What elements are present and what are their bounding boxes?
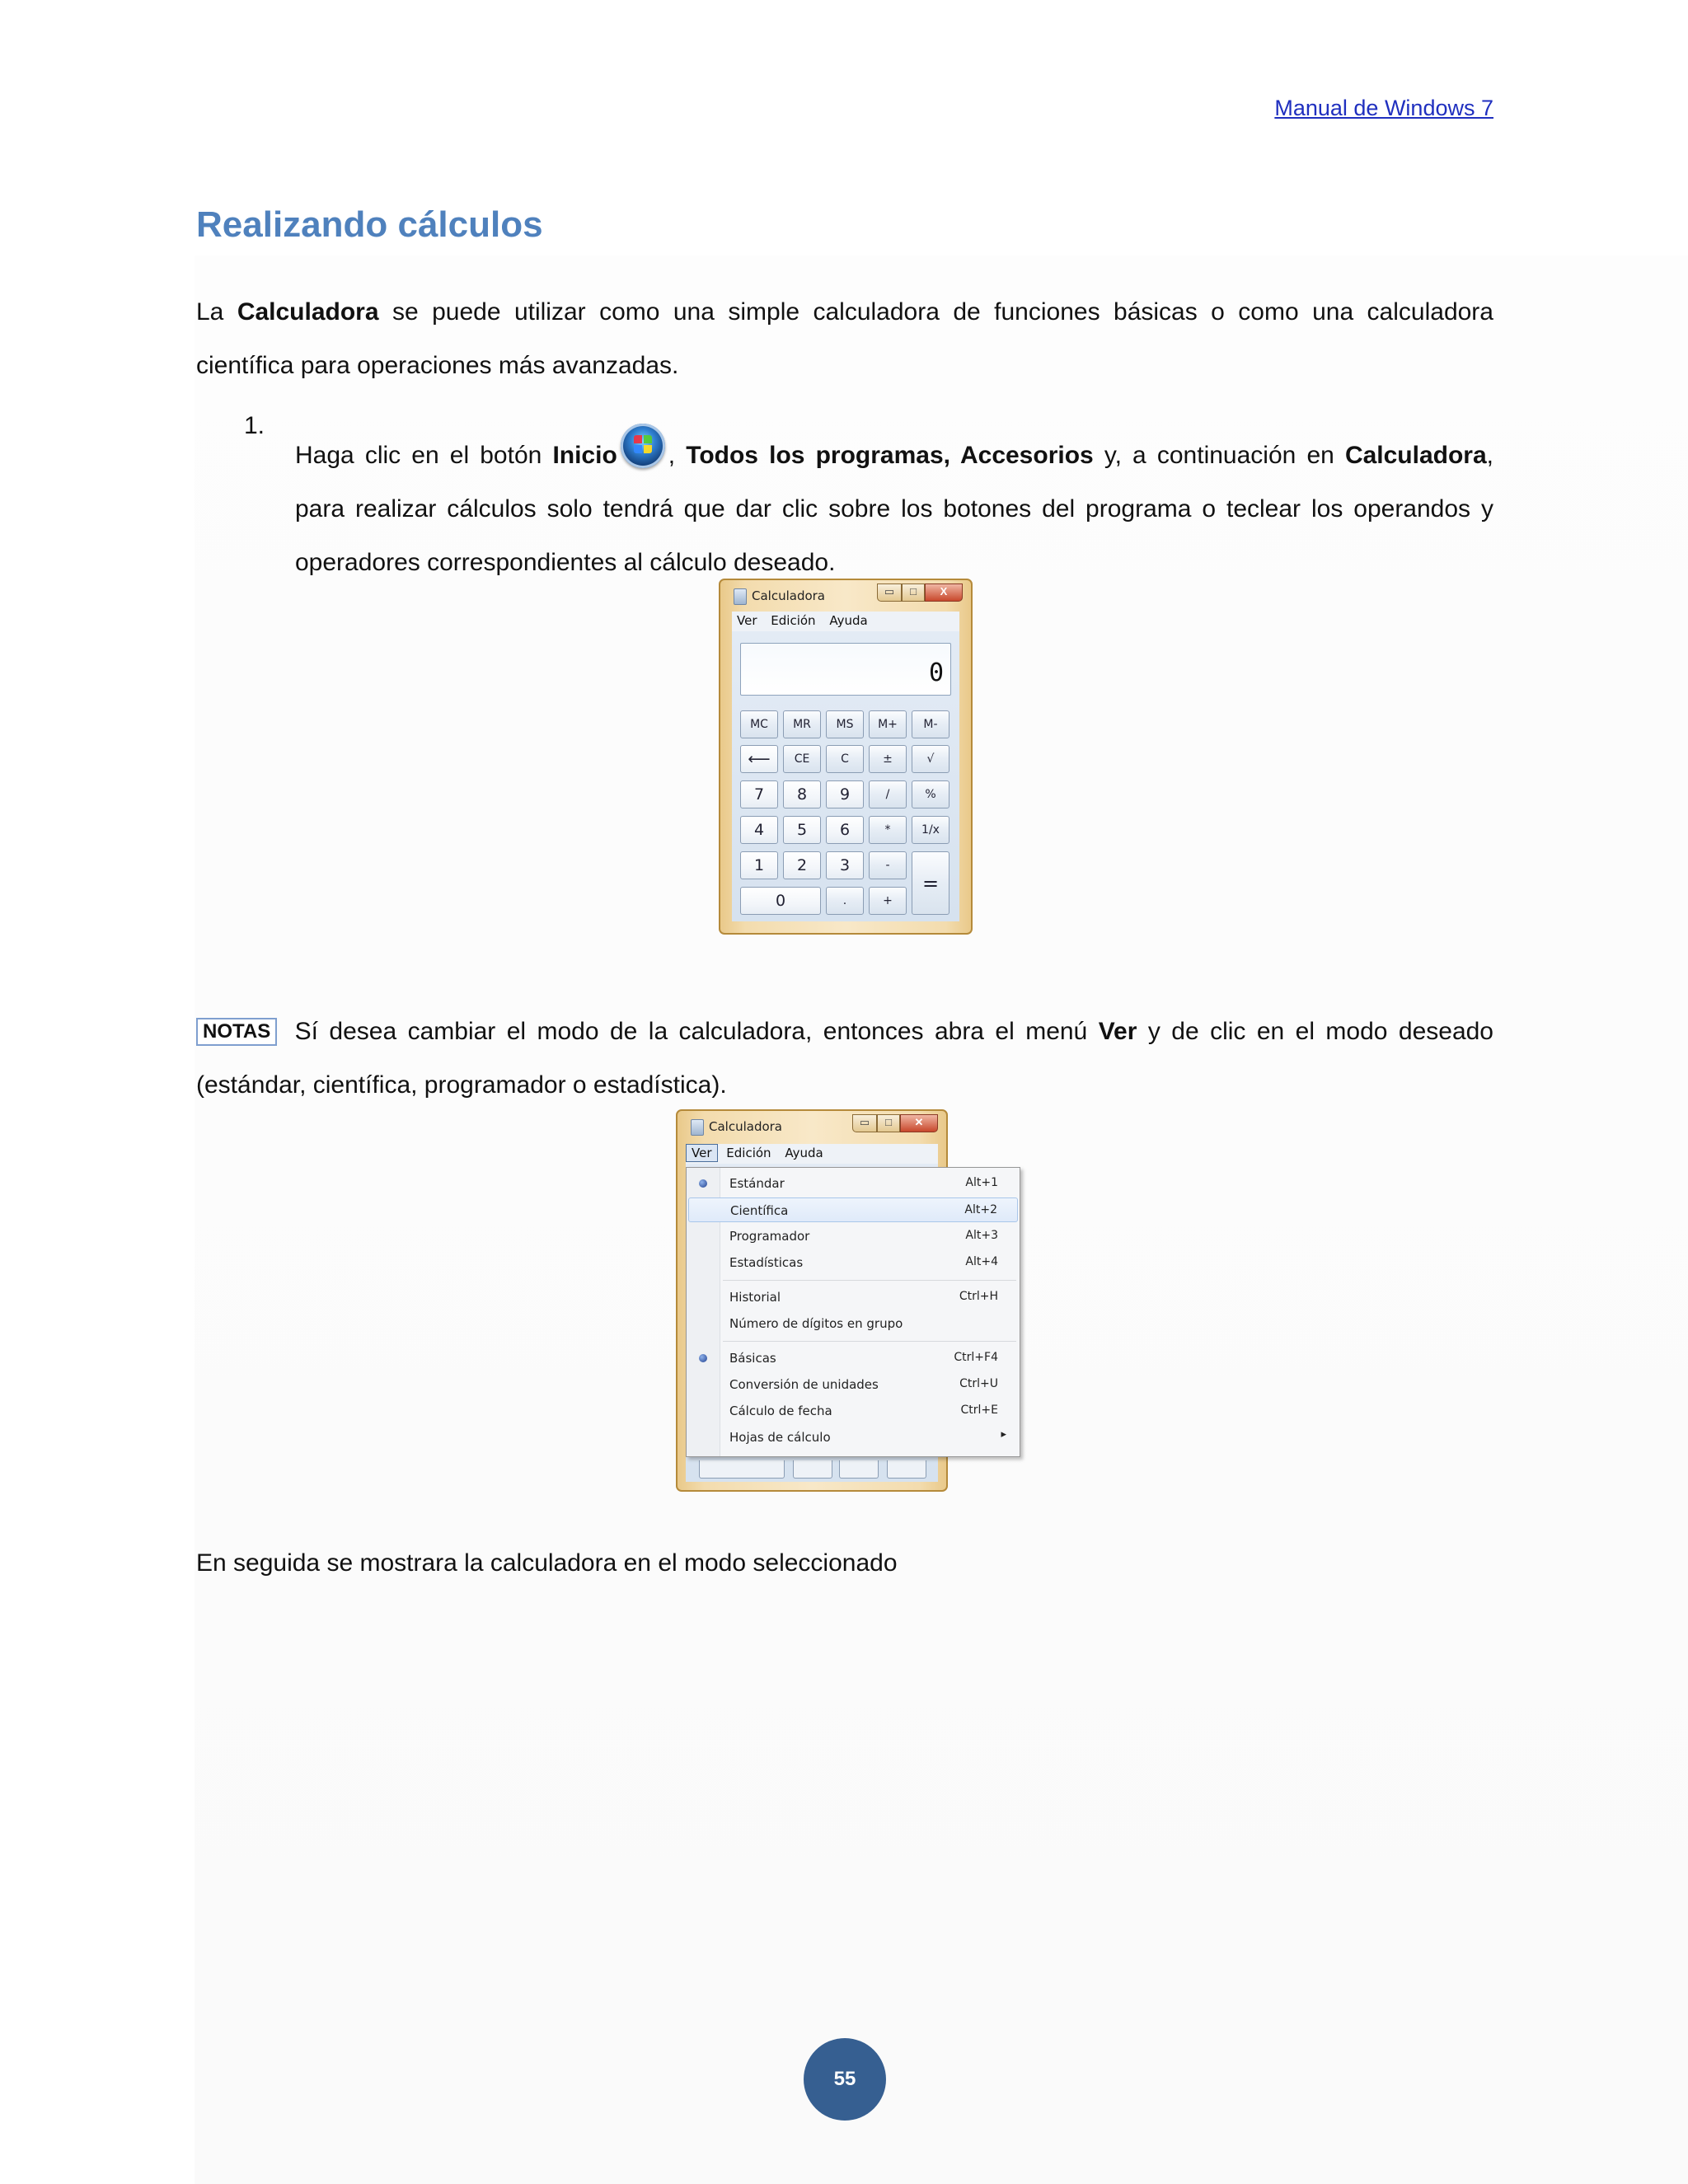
menu-item-basicas[interactable]: Básicas Ctrl+F4 (688, 1346, 1018, 1371)
ver-dropdown-menu (686, 1167, 1020, 1457)
percent-button[interactable]: % (912, 780, 950, 808)
m-plus-button[interactable]: M+ (869, 710, 907, 738)
key-5[interactable]: 5 (783, 816, 821, 844)
menu-item-programador[interactable]: Programador Alt+3 (729, 1229, 998, 1244)
menu-ayuda[interactable]: Ayuda (829, 613, 868, 628)
mc-button[interactable]: MC (740, 710, 778, 738)
subtract-button[interactable]: - (869, 851, 907, 879)
menu-separator (723, 1280, 1016, 1281)
key-2[interactable]: 2 (783, 851, 821, 879)
intro-paragraph: La Calculadora se puede utilizar como una simple calculadora de funciones básicas o como una calculadora científica para operaciones más avanzadas. (196, 298, 1493, 379)
multiply-button[interactable]: * (869, 816, 907, 844)
close-button[interactable]: X (925, 583, 963, 602)
menu-item-worksheets[interactable]: Hojas de cálculo ▸ (729, 1428, 1006, 1445)
menu-item-estadisticas[interactable]: Estadísticas Alt+4 (729, 1255, 998, 1270)
menu-item-cientifica[interactable]: Científica Alt+2 (688, 1197, 1018, 1222)
menu-ver[interactable]: Ver (686, 1144, 718, 1162)
calculator-body (732, 631, 959, 921)
menu-edicion[interactable]: Edición (726, 1146, 771, 1160)
calculator-display: 0 (740, 643, 951, 696)
menu-item-date-calculation[interactable]: Cálculo de fecha Ctrl+E (729, 1404, 998, 1418)
notes-paragraph: NOTAS Sí desea cambiar el modo de la calculadora, entonces abra el menú Ver y de clic en el modo deseado (estándar, científica, programador o estadística). (196, 1018, 1493, 1099)
calculator-menubar (686, 1144, 938, 1164)
maximize-icon[interactable]: □ (877, 1114, 900, 1132)
divide-button[interactable]: / (869, 780, 907, 808)
menu-separator (723, 1341, 1016, 1342)
calculator-menubar (732, 612, 959, 631)
radio-bullet-icon (699, 1354, 707, 1362)
maximize-icon[interactable]: □ (902, 583, 925, 602)
closing-paragraph: En seguida se mostrara la calculadora en el modo seleccionado (196, 1549, 898, 1577)
window-title: Calculadora (709, 1119, 783, 1134)
equals-button-partial[interactable] (887, 1460, 926, 1479)
calculator-app-icon (691, 1119, 704, 1136)
radio-bullet-icon (699, 1179, 707, 1188)
calculator-window (719, 579, 973, 935)
close-icon[interactable]: ✕ (900, 1114, 938, 1132)
ms-button[interactable]: MS (826, 710, 864, 738)
step-number: 1. (244, 412, 265, 439)
key-4[interactable]: 4 (740, 816, 778, 844)
menu-item-historial[interactable]: Historial Ctrl+H (729, 1290, 998, 1305)
ce-button[interactable]: CE (783, 745, 821, 773)
add-button[interactable]: + (869, 887, 907, 915)
key-7[interactable]: 7 (740, 780, 778, 808)
minimize-icon[interactable]: ▭ (877, 583, 902, 602)
add-button-partial[interactable] (839, 1460, 879, 1479)
c-button[interactable]: C (826, 745, 864, 773)
key-9[interactable]: 9 (826, 780, 864, 808)
equals-button[interactable]: = (912, 851, 950, 915)
decimal-button[interactable]: . (826, 887, 864, 915)
section-title: Realizando cálculos (196, 204, 543, 245)
menu-edicion[interactable]: Edición (771, 613, 816, 628)
backspace-button[interactable]: ⟵ (740, 745, 778, 773)
reciprocal-button[interactable]: 1/x (912, 816, 950, 844)
key-8[interactable]: 8 (783, 780, 821, 808)
minimize-icon[interactable]: ▭ (852, 1114, 877, 1132)
windows-start-orb-icon (621, 424, 665, 468)
menu-ver[interactable]: Ver (737, 613, 757, 628)
plus-minus-button[interactable]: ± (869, 745, 907, 773)
key-6[interactable]: 6 (826, 816, 864, 844)
step-paragraph: Haga clic en el botón Inicio , Todos los programas, Accesorios y, a continuación en Calculadora, para realizar cálculos solo tendrá que dar clic sobre los botones del programa o teclear los operandos y operadores correspondientes al cálculo deseado. (295, 424, 1493, 589)
sqrt-button[interactable]: √ (912, 745, 950, 773)
window-title: Calculadora (752, 588, 826, 603)
decimal-button-partial[interactable] (793, 1460, 832, 1479)
calculator-app-icon (734, 588, 747, 605)
menu-item-estandar[interactable]: Estándar Alt+1 (688, 1171, 1018, 1196)
mr-button[interactable]: MR (783, 710, 821, 738)
calculator-titlebar (725, 583, 966, 605)
key-3[interactable]: 3 (826, 851, 864, 879)
notes-badge: NOTAS (196, 1018, 277, 1046)
submenu-arrow-icon: ▸ (1001, 1428, 1006, 1441)
key-0-partial[interactable] (699, 1460, 785, 1479)
key-1[interactable]: 1 (740, 851, 778, 879)
menu-ayuda[interactable]: Ayuda (785, 1146, 823, 1160)
menu-item-unit-conversion[interactable]: Conversión de unidades Ctrl+U (729, 1377, 998, 1392)
calculator-titlebar (682, 1114, 941, 1136)
key-0[interactable]: 0 (740, 887, 821, 915)
menu-item-digit-grouping[interactable]: Número de dígitos en grupo (729, 1316, 903, 1331)
header-link[interactable]: Manual de Windows 7 (1274, 96, 1493, 120)
page-number: 55 (804, 2038, 886, 2121)
m-minus-button[interactable]: M- (912, 710, 950, 738)
